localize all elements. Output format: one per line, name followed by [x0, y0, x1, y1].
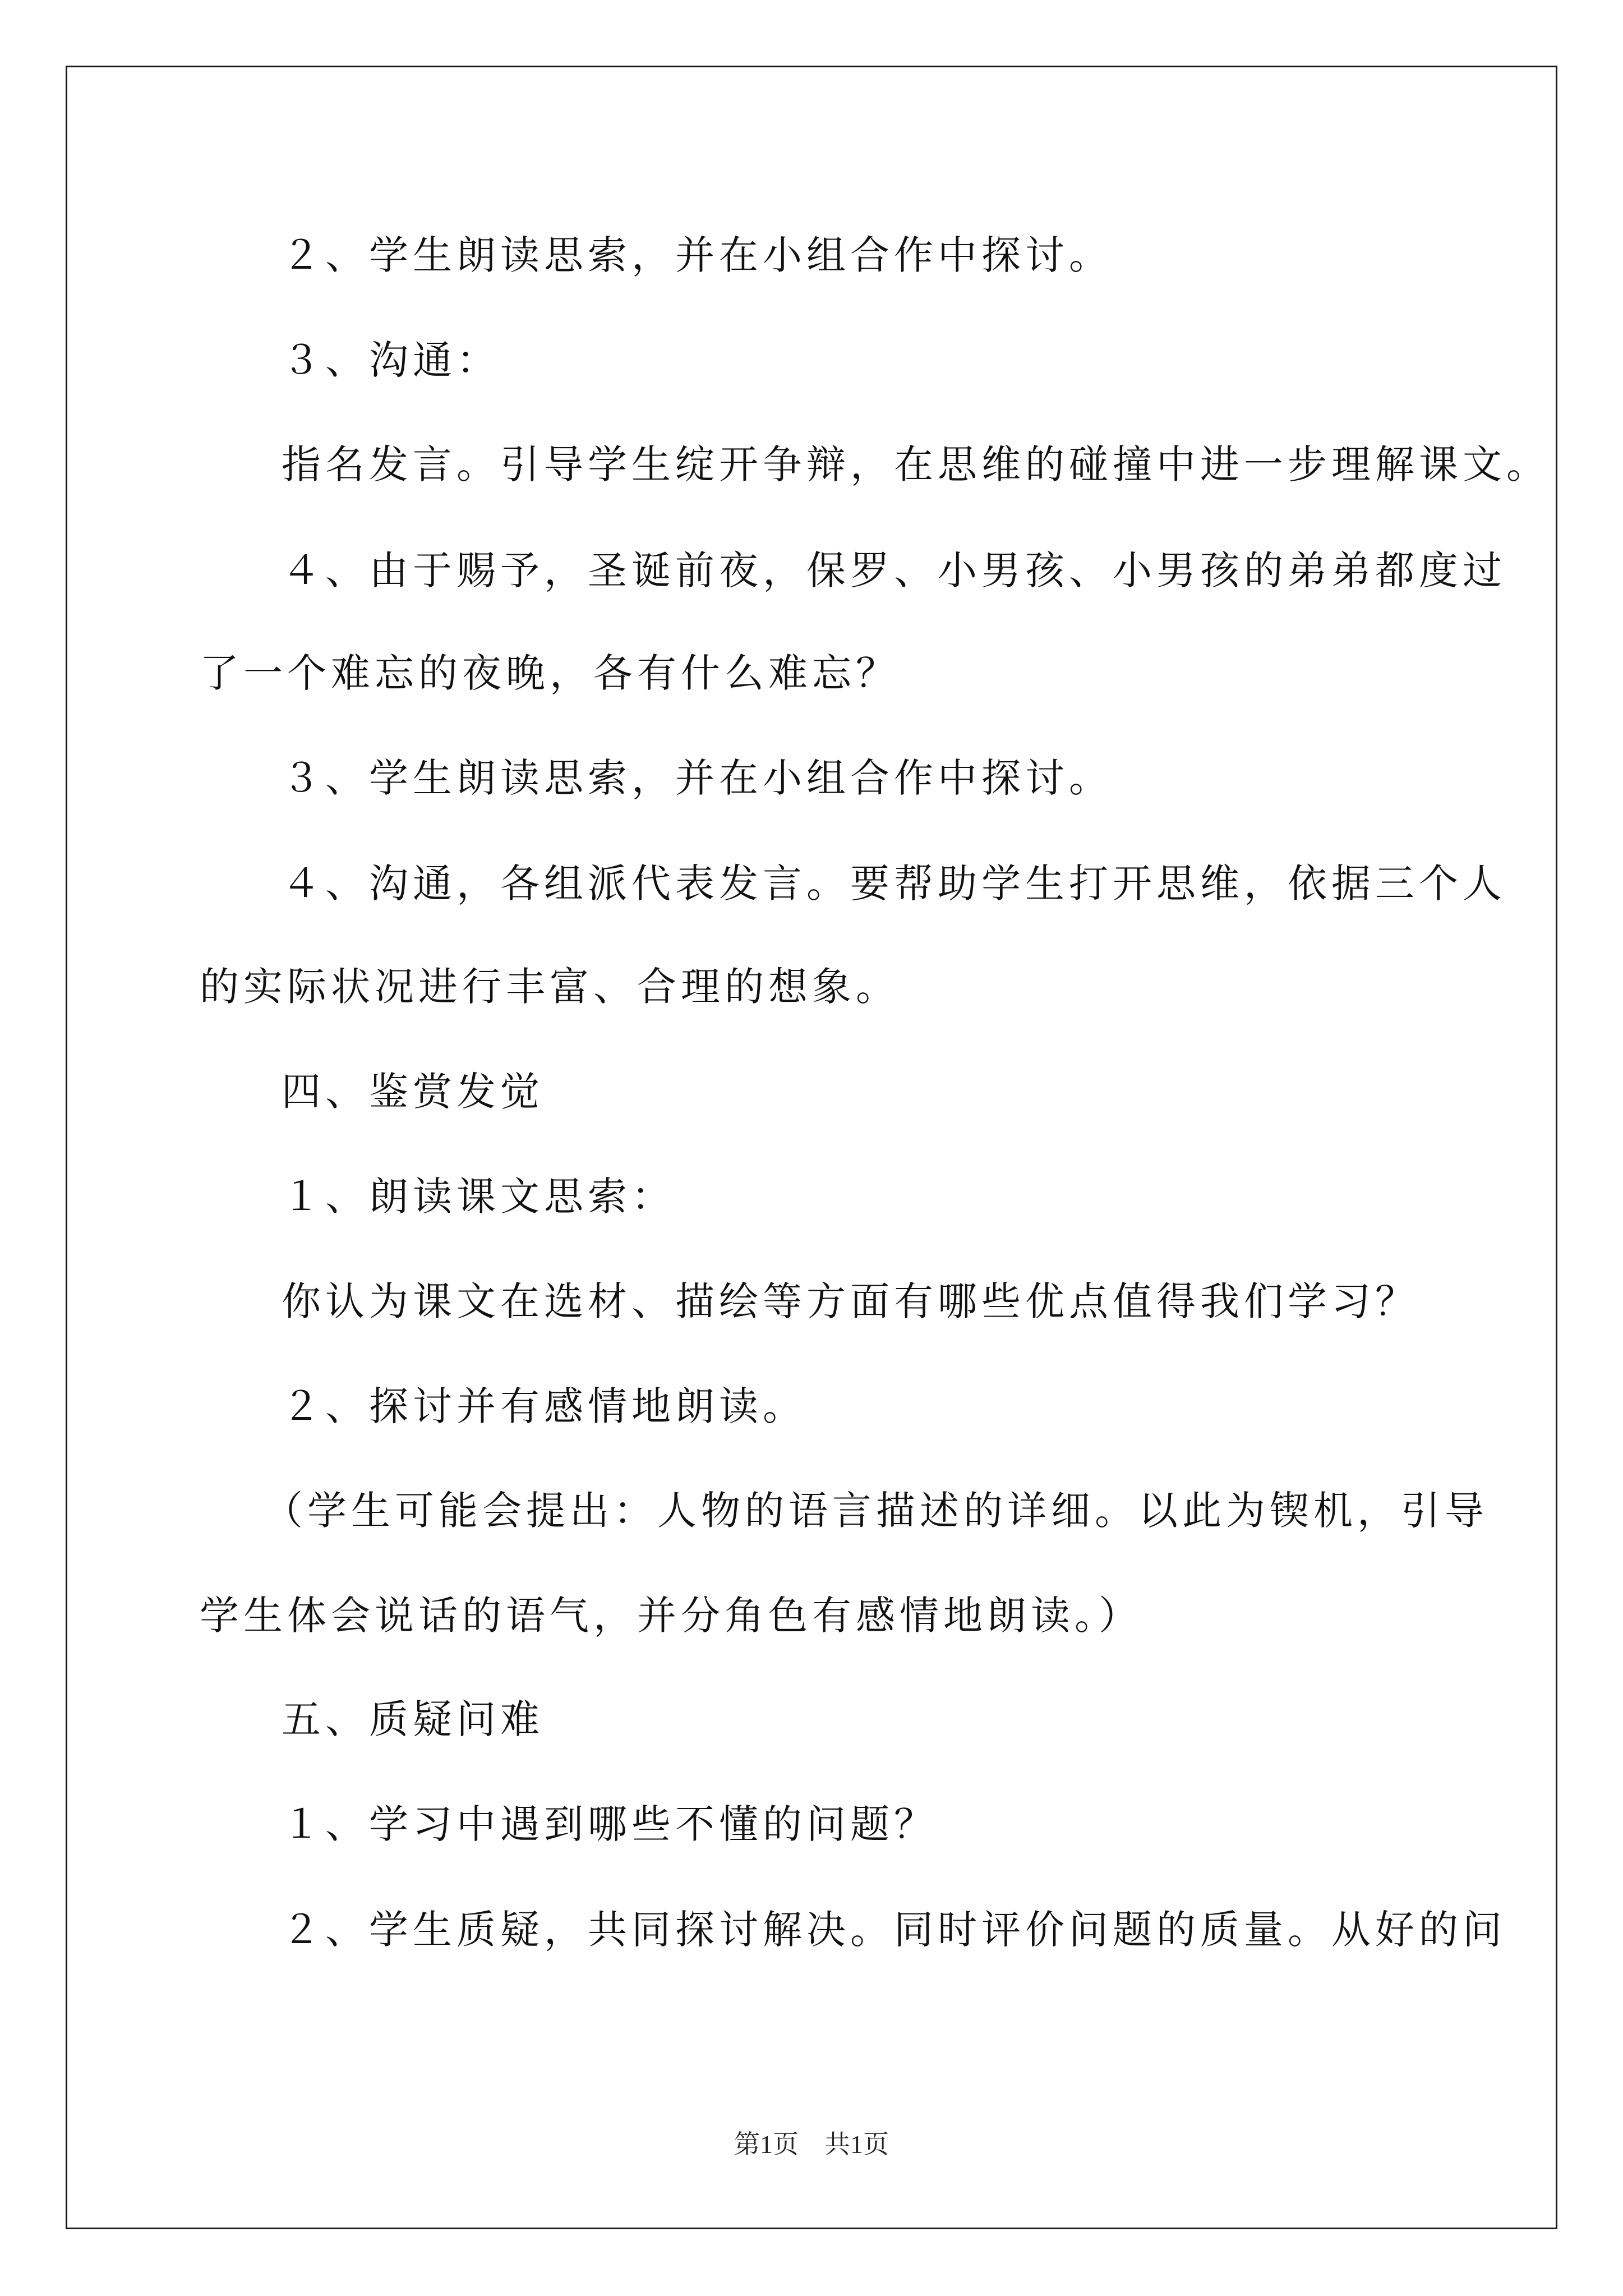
paragraph-line: 的实际状况进行丰富、合理的想象。 [200, 964, 900, 1010]
page-footer: 第1页 共1页 [734, 2130, 889, 2159]
page-border [66, 66, 1557, 2229]
paragraph-line: 学生体会说话的语气，并分角色有感情地朗读。） [200, 1593, 1142, 1639]
section-heading: 五、质疑问难 [282, 1696, 544, 1742]
paragraph-line: ３、沟通： [282, 337, 500, 383]
paragraph-line: ４、沟通，各组派代表发言。要帮助学生打开思维，依据三个人 [282, 861, 1506, 907]
paragraph-line: 你认为课文在选材、描绘等方面有哪些优点值得我们学习？ [282, 1278, 1419, 1324]
paragraph-line: １、朗读课文思索： [282, 1174, 675, 1220]
paragraph-line: 了一个难忘的夜晚，各有什么难忘？ [200, 650, 900, 696]
paragraph-line: 指名发言。引导学生绽开争辩，在思维的碰撞中进一步理解课文。 [282, 441, 1550, 487]
paragraph-line: （学生可能会提出：人物的语言描述的详细。以此为锲机，引导 [264, 1488, 1488, 1534]
section-heading: 四、鉴赏发觉 [282, 1069, 544, 1115]
paragraph-line: ４、由于赐予，圣诞前夜，保罗、小男孩、小男孩的弟弟都度过 [282, 547, 1506, 593]
paragraph-line: ３、学生朗读思索，并在小组合作中探讨。 [282, 755, 1113, 801]
paragraph-line: ２、学生朗读思索，并在小组合作中探讨。 [282, 232, 1113, 278]
paragraph-line: １、学习中遇到哪些不懂的问题？ [282, 1801, 938, 1847]
paragraph-line: ２、探讨并有感情地朗读。 [282, 1383, 806, 1429]
paragraph-line: ２、学生质疑，共同探讨解决。同时评价问题的质量。从好的问 [282, 1907, 1506, 1953]
